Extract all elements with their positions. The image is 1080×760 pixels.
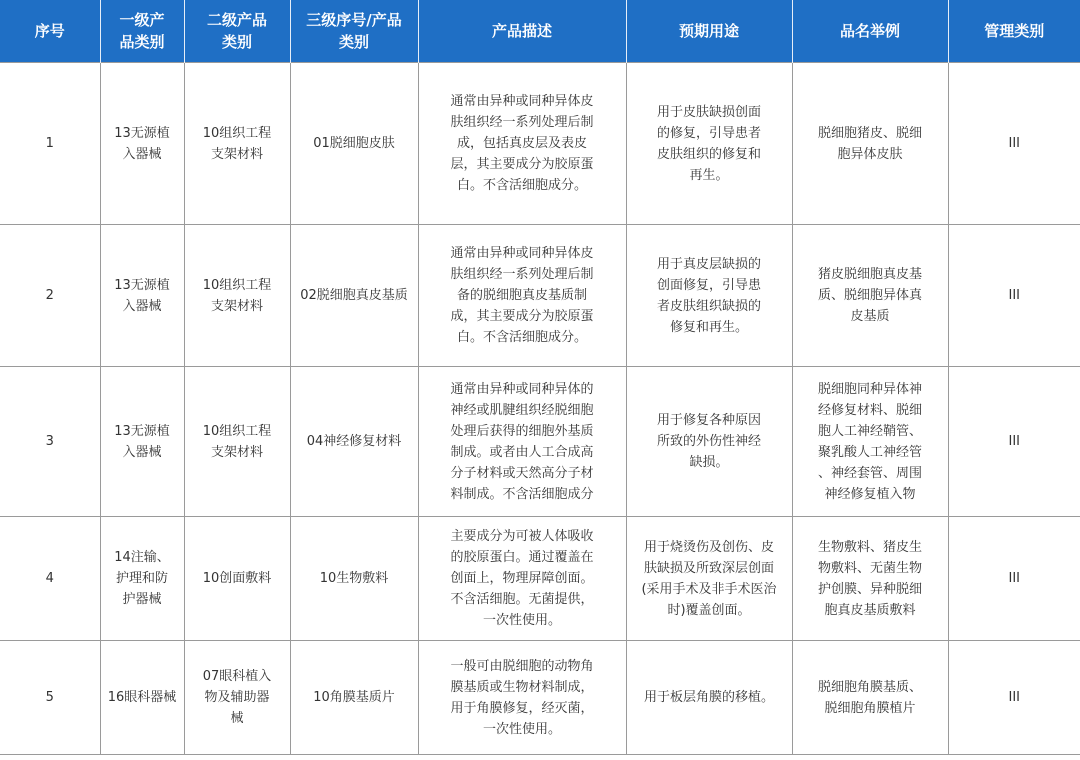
header-product-examples: 品名举例 (792, 0, 948, 63)
cell-product-description: 通常由异种或同种异体的 神经或肌腱组织经脱细胞 处理后获得的细胞外基质 制成。或者由人工合成高 分子材料或天然高分子材 料制成。不含活细胞成分 (418, 367, 626, 517)
header-level1-category: 一级产 品类别 (100, 0, 184, 63)
cell-management-class: III (948, 641, 1080, 755)
header-level2-category: 二级产品 类别 (184, 0, 290, 63)
cell-level1-category: 13无源植 入器械 (100, 367, 184, 517)
table-row (0, 517, 1080, 641)
header-management-class: 管理类别 (948, 0, 1080, 63)
cell-intended-use: 用于皮肤缺损创面 的修复，引导患者 皮肤组织的修复和 再生。 (626, 63, 792, 225)
cell-level2-category: 07眼科植入 物及辅助器 械 (184, 641, 290, 755)
cell-level1-category: 16眼科器械 (100, 641, 184, 755)
header-intended-use: 预期用途 (626, 0, 792, 63)
table-row (0, 225, 1080, 367)
table-row (0, 63, 1080, 225)
cell-intended-use: 用于板层角膜的移植。 (626, 641, 792, 755)
cell-serial-no: 5 (0, 641, 100, 755)
header-level3-category: 三级序号/产品 类别 (290, 0, 418, 63)
cell-intended-use: 用于烧烫伤及创伤、皮 肤缺损及所致深层创面 (采用手术及非手术医治 时)覆盖创面。 (626, 517, 792, 641)
cell-product-examples: 脱细胞同种异体神 经修复材料、脱细 胞人工神经鞘管、 聚乳酸人工神经管 、神经套管、周围 神经修复植入物 (792, 367, 948, 517)
cell-level2-category: 10创面敷料 (184, 517, 290, 641)
cell-intended-use: 用于修复各种原因 所致的外伤性神经 缺损。 (626, 367, 792, 517)
cell-product-examples: 脱细胞猪皮、脱细 胞异体皮肤 (792, 63, 948, 225)
cell-product-description: 通常由异种或同种异体皮 肤组织经一系列处理后制 成，包括真皮层及表皮 层，其主要成分为胶原蛋 白。不含活细胞成分。 (418, 63, 626, 225)
cell-level1-category: 13无源植 入器械 (100, 63, 184, 225)
cell-product-description: 主要成分为可被人体吸收 的胶原蛋白。通过覆盖在 创面上，物理屏障创面。 不含活细胞。无菌提供， 一次性使用。 (418, 517, 626, 641)
cell-product-examples: 脱细胞角膜基质、 脱细胞角膜植片 (792, 641, 948, 755)
cell-management-class: III (948, 367, 1080, 517)
cell-level3-category: 01脱细胞皮肤 (290, 63, 418, 225)
cell-level1-category: 14注输、 护理和防 护器械 (100, 517, 184, 641)
cell-product-examples: 生物敷料、猪皮生 物敷料、无菌生物 护创膜、异种脱细 胞真皮基质敷料 (792, 517, 948, 641)
cell-serial-no: 1 (0, 63, 100, 225)
cell-serial-no: 3 (0, 367, 100, 517)
cell-level2-category: 10组织工程 支架材料 (184, 225, 290, 367)
table-row (0, 367, 1080, 517)
header-product-description: 产品描述 (418, 0, 626, 63)
cell-level2-category: 10组织工程 支架材料 (184, 367, 290, 517)
cell-product-description: 一般可由脱细胞的动物角 膜基质或生物材料制成， 用于角膜修复，经灭菌， 一次性使用。 (418, 641, 626, 755)
cell-serial-no: 2 (0, 225, 100, 367)
table-header-row (0, 0, 1080, 63)
table-row (0, 641, 1080, 755)
cell-management-class: III (948, 63, 1080, 225)
cell-management-class: III (948, 517, 1080, 641)
header-serial-no: 序号 (0, 0, 100, 63)
cell-product-examples: 猪皮脱细胞真皮基 质、脱细胞异体真 皮基质 (792, 225, 948, 367)
cell-intended-use: 用于真皮层缺损的 创面修复，引导患 者皮肤组织缺损的 修复和再生。 (626, 225, 792, 367)
cell-level2-category: 10组织工程 支架材料 (184, 63, 290, 225)
cell-level1-category: 13无源植 入器械 (100, 225, 184, 367)
cell-level3-category: 04神经修复材料 (290, 367, 418, 517)
cell-management-class: III (948, 225, 1080, 367)
cell-product-description: 通常由异种或同种异体皮 肤组织经一系列处理后制 备的脱细胞真皮基质制 成，其主要成分为胶原蛋 白。不含活细胞成分。 (418, 225, 626, 367)
cell-level3-category: 10生物敷料 (290, 517, 418, 641)
cell-level3-category: 10角膜基质片 (290, 641, 418, 755)
cell-serial-no: 4 (0, 517, 100, 641)
cell-level3-category: 02脱细胞真皮基质 (290, 225, 418, 367)
